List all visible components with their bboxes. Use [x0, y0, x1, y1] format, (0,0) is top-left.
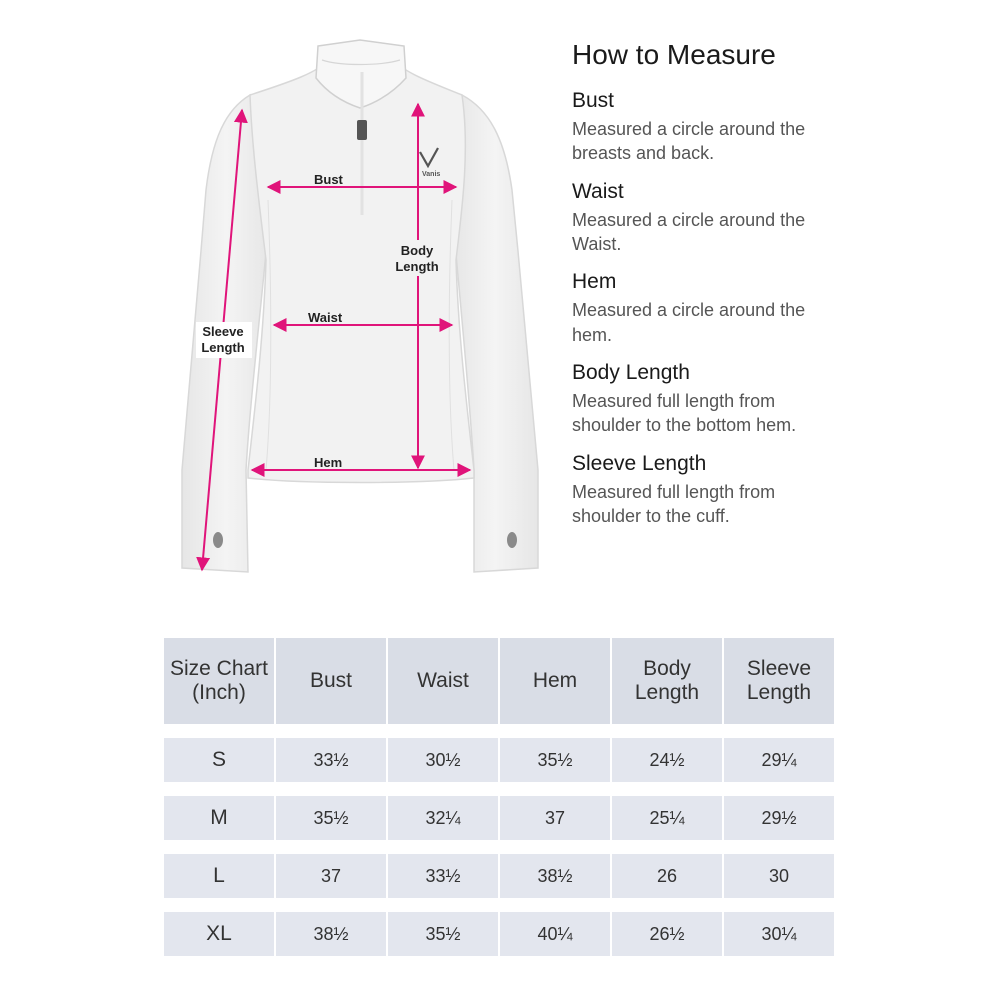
size-cell: S: [164, 738, 274, 782]
bust-cell: 38½: [274, 912, 386, 956]
waist-cell: 32¼: [386, 796, 498, 840]
guide-heading: Bust: [572, 88, 615, 112]
sleeve-length-cell: 29¼: [722, 738, 834, 782]
body-length-cell: 26: [610, 854, 722, 898]
right-thumb-hole: [507, 532, 517, 548]
guide-desc: Measured a circle around the Waist.: [572, 209, 806, 254]
guide-heading: Hem: [572, 270, 617, 294]
header-waist: Waist: [386, 638, 498, 724]
hem-cell: 38½: [498, 854, 610, 898]
waist-cell: 33½: [386, 854, 498, 898]
hem-cell: 40¼: [498, 912, 610, 956]
bust-label: Bust: [314, 172, 343, 187]
header-size-chart: Size Chart (Inch): [164, 638, 274, 724]
guide-item-body-length: [572, 361, 972, 438]
table-header-row: [164, 638, 834, 724]
size-chart-table: [164, 638, 834, 956]
svg-text:Vanis: Vanis: [422, 171, 441, 178]
sleeve-length-label: Sleeve: [202, 324, 244, 339]
guide-heading: Body Length: [572, 361, 690, 384]
bust-cell: 37: [274, 854, 386, 898]
guide-desc: Measured full length from shoulder to the bottom hem.: [572, 391, 797, 436]
sleeve-length-cell: 30¼: [722, 912, 834, 956]
guide-desc: Measured a circle around the breasts and back.: [572, 118, 806, 164]
guide-desc: Measured full length from shoulder to the cuff.: [572, 481, 776, 527]
garment-diagram: [0, 0, 560, 600]
size-cell: XL: [164, 912, 274, 956]
waist-cell: 35½: [386, 912, 498, 956]
size-cell: L: [164, 854, 274, 898]
size-cell: M: [164, 796, 274, 840]
guide-item-hem: [572, 270, 972, 347]
bust-cell: 35½: [274, 796, 386, 840]
table-row: [164, 854, 834, 898]
body-length-label-2: Length: [395, 259, 439, 274]
guide-heading: Sleeve Length: [572, 451, 707, 475]
sleeve-length-cell: 30: [722, 854, 834, 898]
header-body-length: Body Length: [610, 638, 722, 724]
header-hem: Hem: [498, 638, 610, 724]
guide-title: How to Measure: [572, 39, 776, 70]
guide-item-waist: [572, 180, 972, 257]
bust-cell: 33½: [274, 738, 386, 782]
hem-label: Hem: [314, 455, 343, 470]
header-bust: Bust: [274, 638, 386, 724]
header-sleeve-length: Sleeve Length: [722, 638, 834, 724]
hem-cell: 35½: [498, 738, 610, 782]
measure-guide: [572, 40, 972, 542]
waist-label: Waist: [308, 310, 343, 325]
sleeve-length-label-2: Length: [201, 340, 245, 355]
guide-item-sleeve-length: [572, 452, 972, 529]
body-length-label: Body: [400, 243, 434, 258]
body-length-cell: 26½: [610, 912, 722, 956]
body-length-cell: 24½: [610, 738, 722, 782]
table-row: [164, 796, 834, 840]
guide-item-bust: [572, 89, 972, 166]
guide-desc: Measured a circle around the hem.: [572, 300, 806, 345]
guide-heading: Waist: [572, 179, 624, 203]
hem-cell: 37: [498, 796, 610, 840]
zipper-pull: [357, 120, 367, 140]
body-length-cell: 25¼: [610, 796, 722, 840]
waist-cell: 30½: [386, 738, 498, 782]
shirt-illustration: [182, 40, 538, 572]
left-thumb-hole: [213, 532, 223, 548]
table-row: [164, 912, 834, 956]
table-row: [164, 738, 834, 782]
sleeve-length-cell: 29½: [722, 796, 834, 840]
